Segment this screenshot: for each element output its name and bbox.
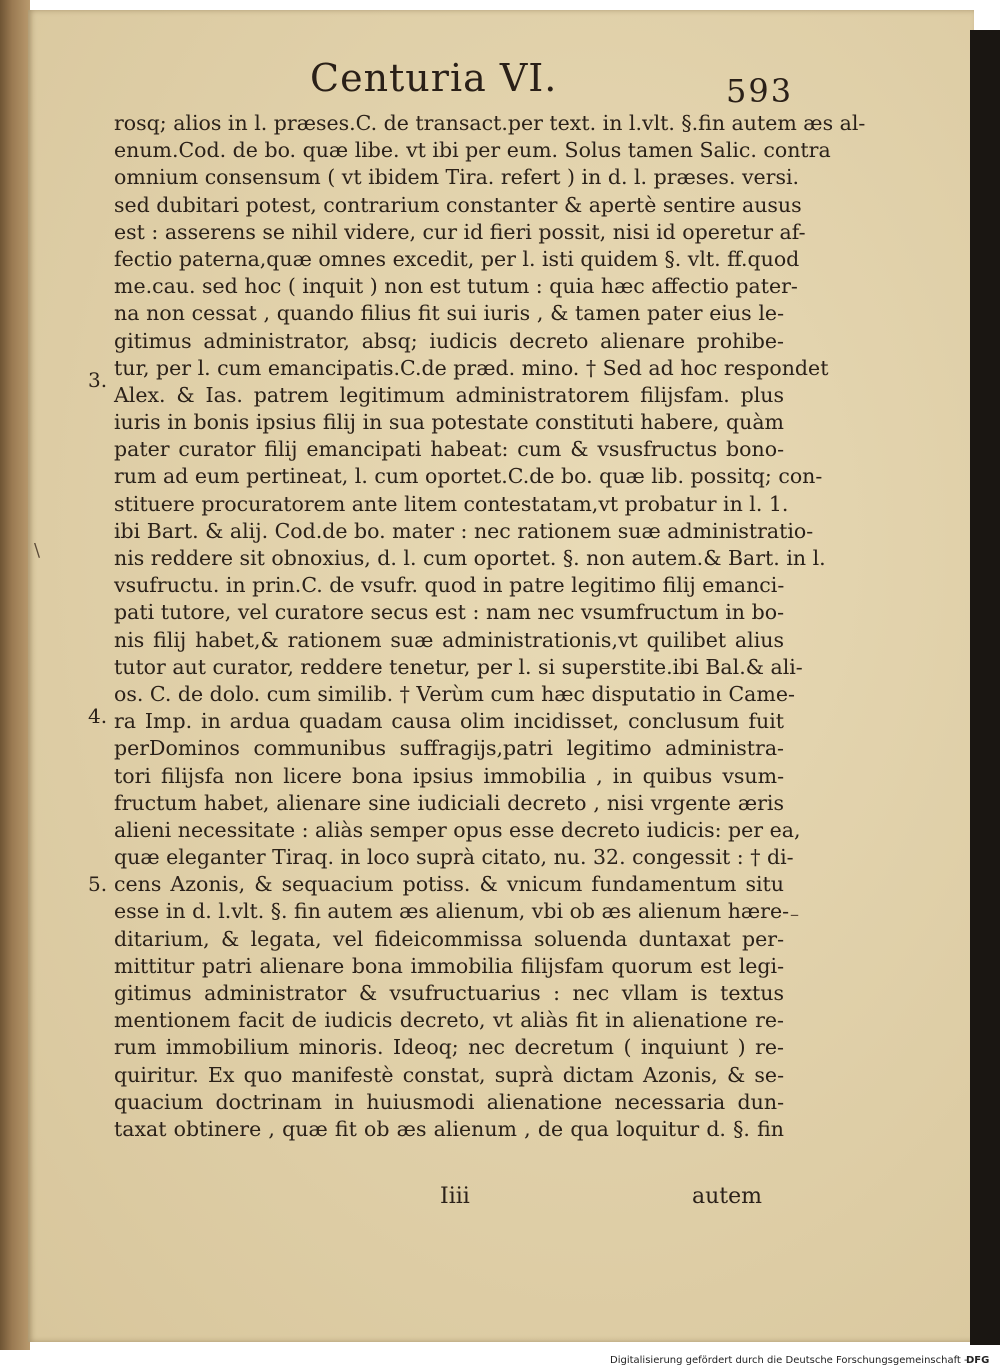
text-line: taxat obtinere , quæ fit ob æs alienum , de qua loquitur d. §. fin [114,1116,784,1141]
margin-stroke: \ [34,540,41,561]
text-line: pati tutore, vel curatore secus est : nam nec vsumfructum in bo- [114,600,784,625]
digitization-credit: Digitalisierung gefördert durch die Deutsche Forschungsgemeinschaft - [610,1355,968,1366]
page-number: 593 [726,72,794,110]
text-line: alieni necessitate : aliàs semper opus esse decreto iudicis: per ea, [114,817,801,842]
text-line: esse in d. l.vlt. §. fin autem æs alienum, vbi ob æs alienum hære- [114,899,790,924]
text-line: pater curator filij emancipati habeat: cum & vsusfructus bono- [114,437,784,462]
text-line: quacium doctrinam in huiusmodi alienatione necessaria dun- [114,1089,784,1114]
text-line: ibi Bart. & alij. Cod.de bo. mater : nec rationem suæ administratio- [114,518,814,543]
text-line: iuris in bonis ipsius filij in sua potestate constituti habere, quàm [114,410,784,435]
text-line: enum.Cod. de bo. quæ libe. vt ibi per eum. Solus tamen Salic. contra [114,138,831,163]
text-line: omnium consensum ( vt ibidem Tira. refert ) in d. l. præses. versi. [114,165,800,190]
text-line: ra Imp. in ardua quadam causa olim incidisset, conclusum fuit [114,709,784,734]
text-line: quæ eleganter Tiraq. in loco suprà citato, nu. 32. congessit : † di- [114,845,794,870]
page-right-shadow [970,30,1000,1345]
text-line: rum ad eum pertineat, l. cum oportet.C.de bo. quæ lib. possitq; con- [114,464,823,489]
book-spine-edge [0,0,30,1350]
text-line: stituere procuratorem ante litem contestatam,vt probatur in l. 1. [114,491,789,516]
margin-number: 3. [88,368,108,392]
text-line: cens Azonis, & sequacium potiss. & vnicum fundamentum situ [114,872,784,897]
text-line: fectio paterna,quæ omnes excedit, per l. isti quidem §. vlt. ff.quod [114,246,800,271]
text-line: tori filijsfa non licere bona ipsius immobilia , in quibus vsum- [114,763,784,788]
catchword: autem [692,1184,763,1209]
margin-number: 5. [88,872,108,896]
text-line: rum immobilium minoris. Ideoq; nec decretum ( inquiunt ) re- [114,1035,784,1060]
text-line: nis reddere sit obnoxius, d. l. cum oportet. §. non autem.& Bart. in l. [114,546,826,570]
text-line: me.cau. sed hoc ( inquit ) non est tutum : quia hæc affectio pater- [114,274,798,299]
text-line: perDominos communibus suffragijs,patri legitimo administra- [114,736,784,761]
running-head: Centuria VI. [310,56,558,100]
text-line: quiritur. Ex quo manifestè constat, suprà dictam Azonis, & se- [114,1062,784,1087]
text-line: gitimus administrator & vsufructuarius : nec vllam is textus [114,981,784,1005]
text-line: est : asserens se nihil videre, cur id fieri possit, nisi id operetur af- [114,219,806,244]
body-text [114,110,866,1143]
margin-stroke: – [790,904,799,925]
text-line: nis filij habet,& rationem suæ administrationis,vt quilibet alius [114,627,784,652]
text-line: Alex. & Ias. patrem legitimum administratorem filijsfam. plus [114,382,784,407]
text-line: fructum habet, alienare sine iudiciali decreto , nisi vrgente æris [114,790,784,815]
text-line: na non cessat , quando filius fit sui iuris , & tamen pater eius le- [114,301,784,326]
text-line: mittitur patri alienare bona immobilia filijsfam quorum est legi- [114,953,784,978]
text-line: tur, per l. cum emancipatis.C.de præd. mino. † Sed ad hoc respondet [114,355,829,380]
text-line: rosq; alios in l. præses.C. de transact.per text. in l.vlt. §.fin autem æs al- [114,111,866,135]
text-line: tutor aut curator, reddere tenetur, per l. si superstite.ibi Bal.& ali- [114,654,803,679]
signature-mark: Iiii [440,1184,470,1209]
text-line: ditarium, & legata, vel fideicommissa soluenda duntaxat per- [114,926,784,951]
text-line: sed dubitari potest, contrarium constanter & apertè sentire ausus [114,192,802,217]
dfg-logo: DFG [966,1355,990,1366]
text-line: gitimus administrator, absq; iudicis decreto alienare prohibe- [114,328,784,353]
text-line: vsufructu. in prin.C. de vsufr. quod in patre legitimo filij emanci- [114,573,785,598]
margin-number: 4. [88,704,108,728]
text-line: mentionem facit de iudicis decreto, vt aliàs fit in alienatione re- [114,1008,784,1033]
text-line: os. C. de dolo. cum similib. † Verùm cum hæc disputatio in Came- [114,681,795,706]
